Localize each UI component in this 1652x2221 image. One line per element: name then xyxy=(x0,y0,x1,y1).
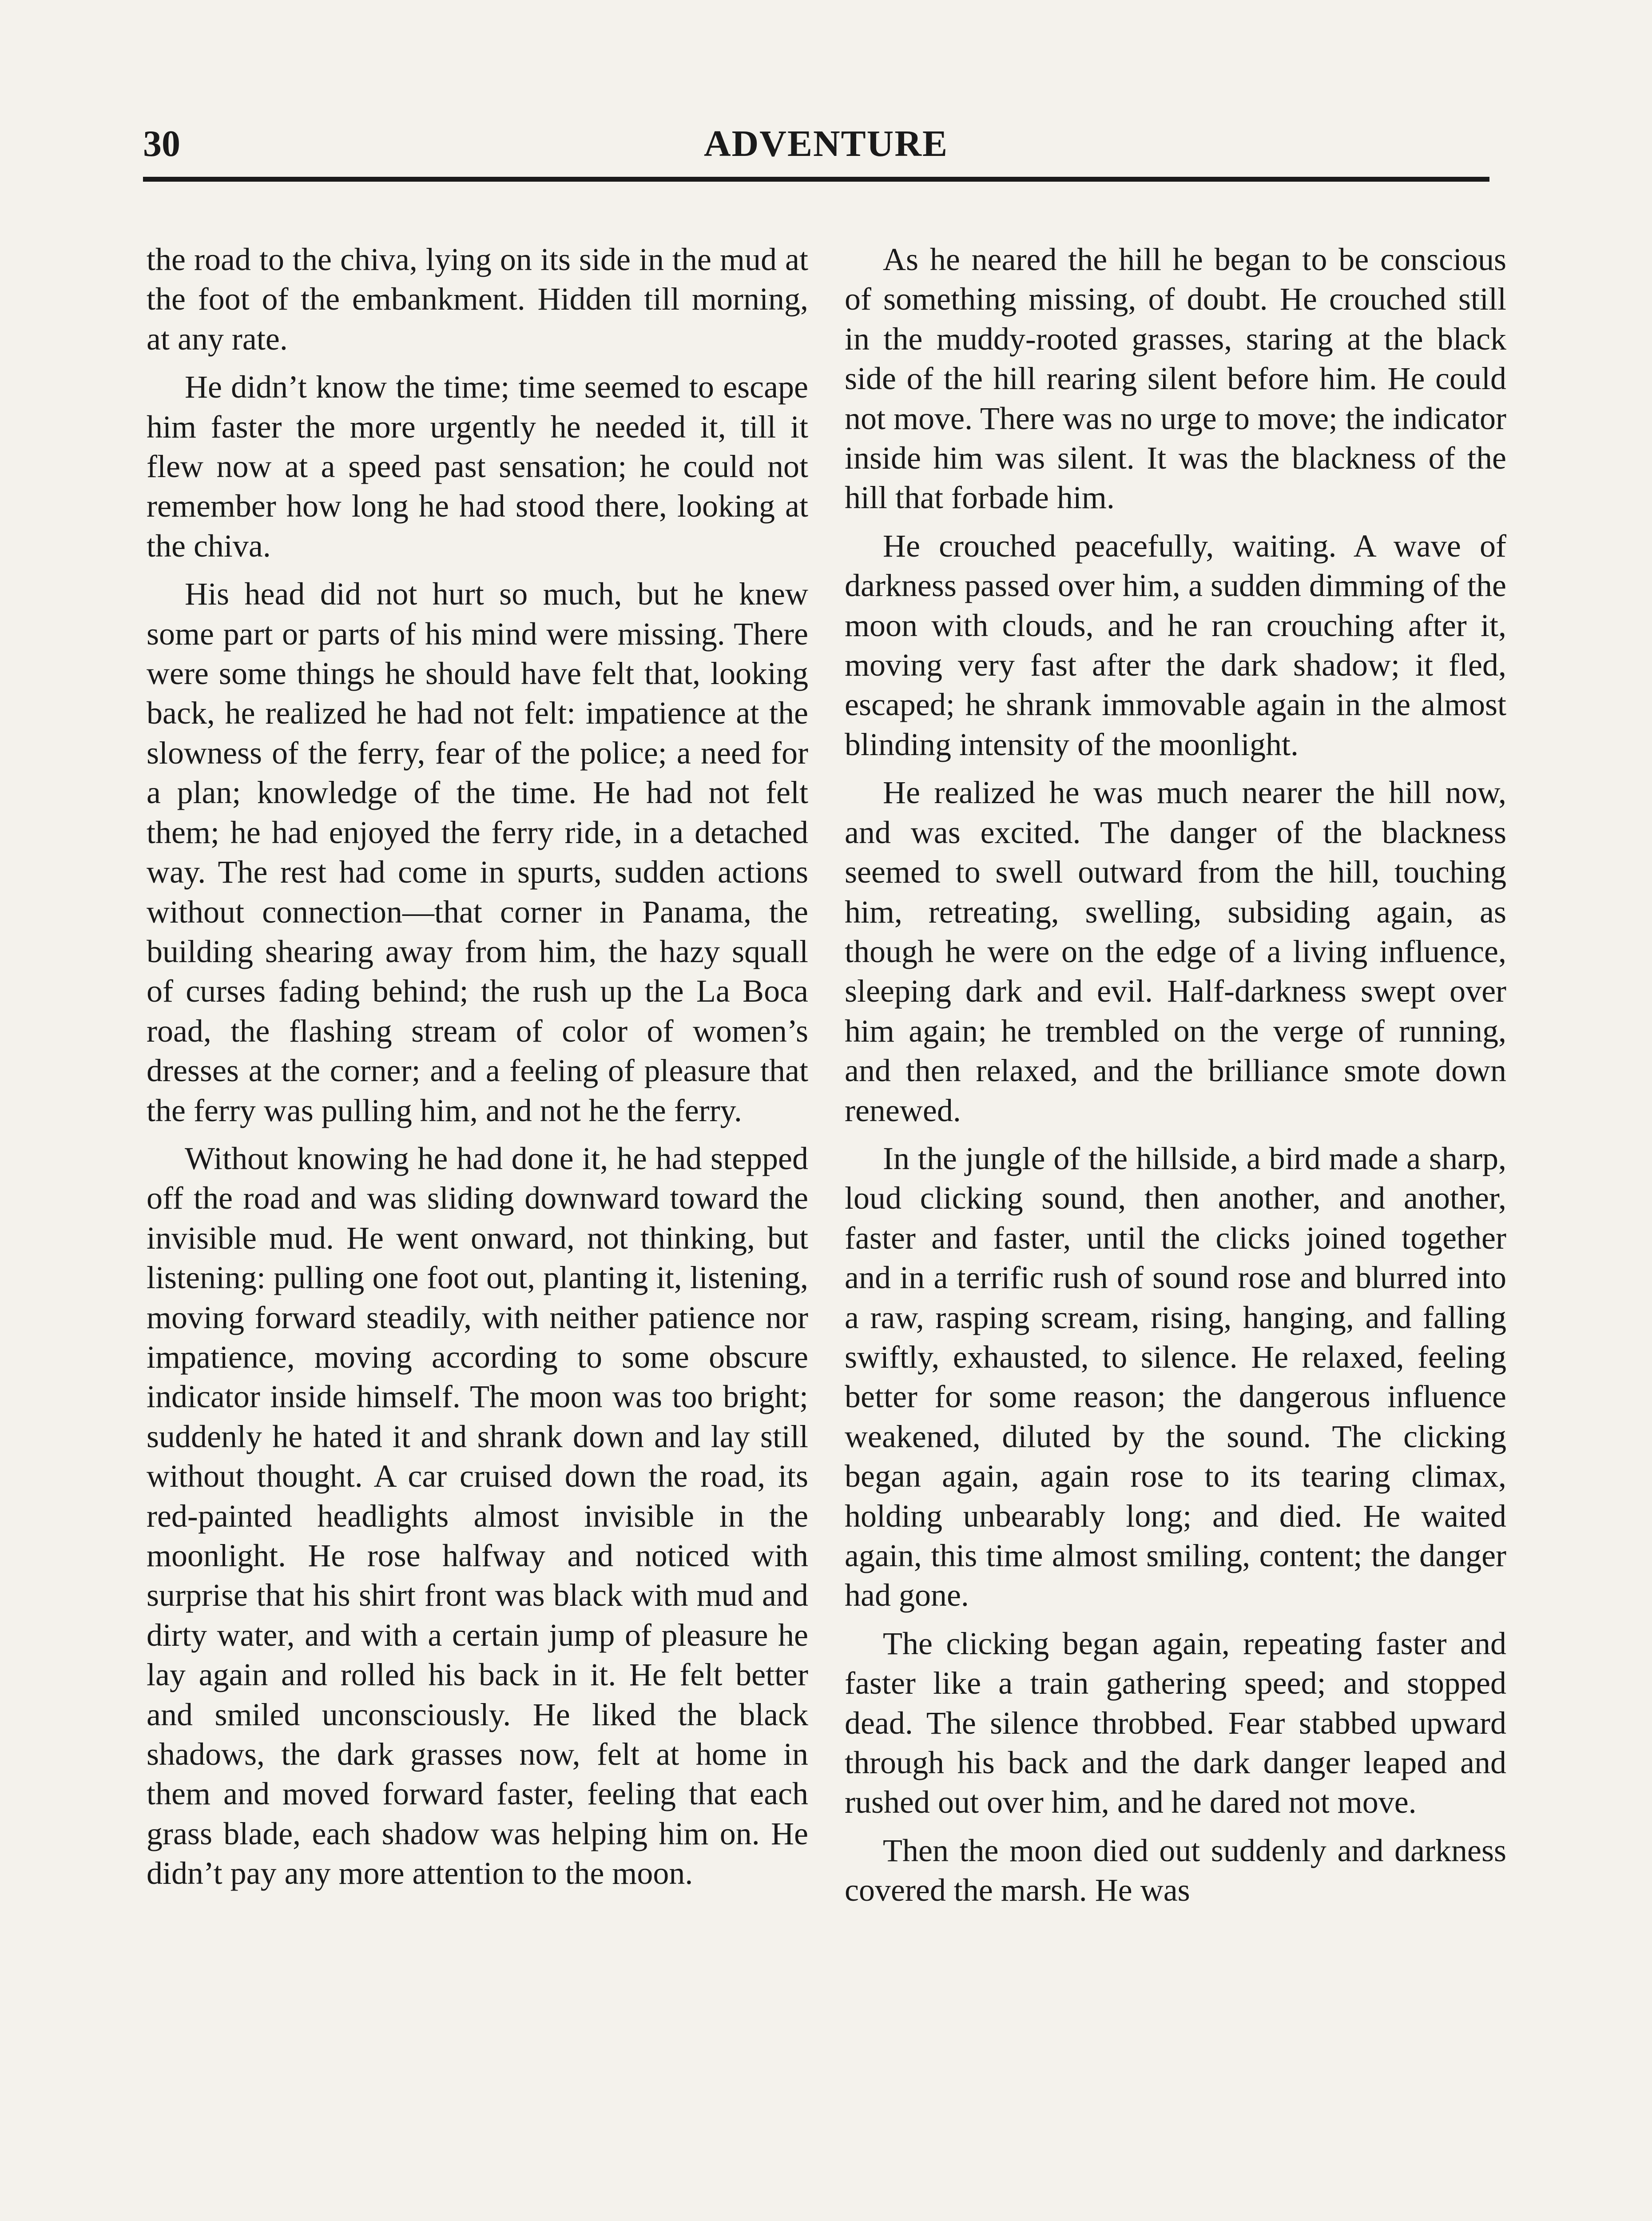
paragraph: the road to the chiva, lying on its side in the mud at the foot of the embankment. Hidden till morning, at any rate. xyxy=(147,242,808,357)
left-column xyxy=(147,240,808,1902)
paragraph: In the jungle of the hillside, a bird made a sharp, loud clicking sound, then another, and another, faster and faster, until the clicks joined together and in a terrific rush of sound rose and blurred into a raw, rasping scream, rising, hanging, and falling swiftly, exhausted, to silence. He relaxed, feeling better for some reason; the dangerous influence weakened, diluted by the sound. The clicking began again, again rose to its tearing climax, holding unbearably long; and died. He waited again, this time almost smiling, content; the danger had gone. xyxy=(845,1140,1506,1613)
paragraph: His head did not hurt so much, but he knew some part or parts of his mind were missing. There were some things he should have felt that, looking back, he realized he had not felt: impatience at the slowness of the ferry, fear of the police; a need for a plan; knowledge of the time. He had not felt them; he had enjoyed the ferry ride, in a detached way. The rest had come in spurts, sudden actions without connection—that corner in Panama, the building shearing away from him, the hazy squall of curses fading behind; the rush up the La Boca road, the flashing stream of color of women’s dresses at the corner; and a feeling of pleasure that the ferry was pulling him, and not he the ferry. xyxy=(147,576,808,1128)
running-title: ADVENTURE xyxy=(703,123,949,164)
paragraph: The clicking began again, repeating faster and faster like a train gathering speed; and stopped dead. The silence throbbed. Fear stabbed upward through his back and the dark danger leaped and rushed out over him, and he dared not move. xyxy=(845,1625,1506,1820)
paragraph: Without knowing he had done it, he had stepped off the road and was sliding downward toward the invisible mud. He went onward, not thinking, but listening: pulling one foot out, planting it, listening, moving forward steadily, with neither patience nor impatience, moving according to some obscure indicator inside himself. The moon was too bright; suddenly he hated it and shrank down and lay still without thought. A car cruised down the road, its red-painted headlights almost invisible in the moonlight. He rose halfway and noticed with surprise that his shirt front was black with mud and dirty water, and with a certain jump of pleasure he lay again and rolled his back in it. He felt better and smiled unconsciously. He liked the black shadows, the dark grasses now, felt at home in them and moved forward faster, feeling that each grass blade, each shadow was helping him on. He didn’t pay any more attention to the moon. xyxy=(147,1140,808,1891)
paragraph: He crouched peacefully, waiting. A wave of darkness passed over him, a sudden dimming of the moon with clouds, and he ran crouching after it, moving very fast after the dark shadow; it fled, escaped; he shrank immovable again in the almost blinding intensity of the moonlight. xyxy=(845,528,1506,762)
paragraph: He didn’t know the time; time seemed to escape him faster the more urgently he needed it, till it flew now at a speed past sensation; he could not remember how long he had stood there, looking at the chiva. xyxy=(147,369,808,564)
page-number: 30 xyxy=(143,123,180,164)
paragraph: He realized he was much nearer the hill now, and was excited. The danger of the blackness seemed to swell outward from the hill, touching him, retreating, swelling, subsiding again, as though he were on the edge of a living influence, sleeping dark and evil. Half-darkness swept over him again; he trembled on the verge of running, and then relaxed, and the brilliance smote down renewed. xyxy=(845,775,1506,1128)
paragraph: As he neared the hill he began to be conscious of something missing, of doubt. He crouched still in the muddy-rooted grasses, staring at the black side of the hill rearing silent before him. He could not move. There was no urge to move; the indicator inside him was silent. It was the blackness of the hill that forbade him. xyxy=(845,242,1506,516)
right-column xyxy=(845,240,1506,1919)
paragraph: Then the moon died out suddenly and darkness covered the marsh. He was xyxy=(845,1832,1506,1908)
header-rule xyxy=(143,177,1489,182)
